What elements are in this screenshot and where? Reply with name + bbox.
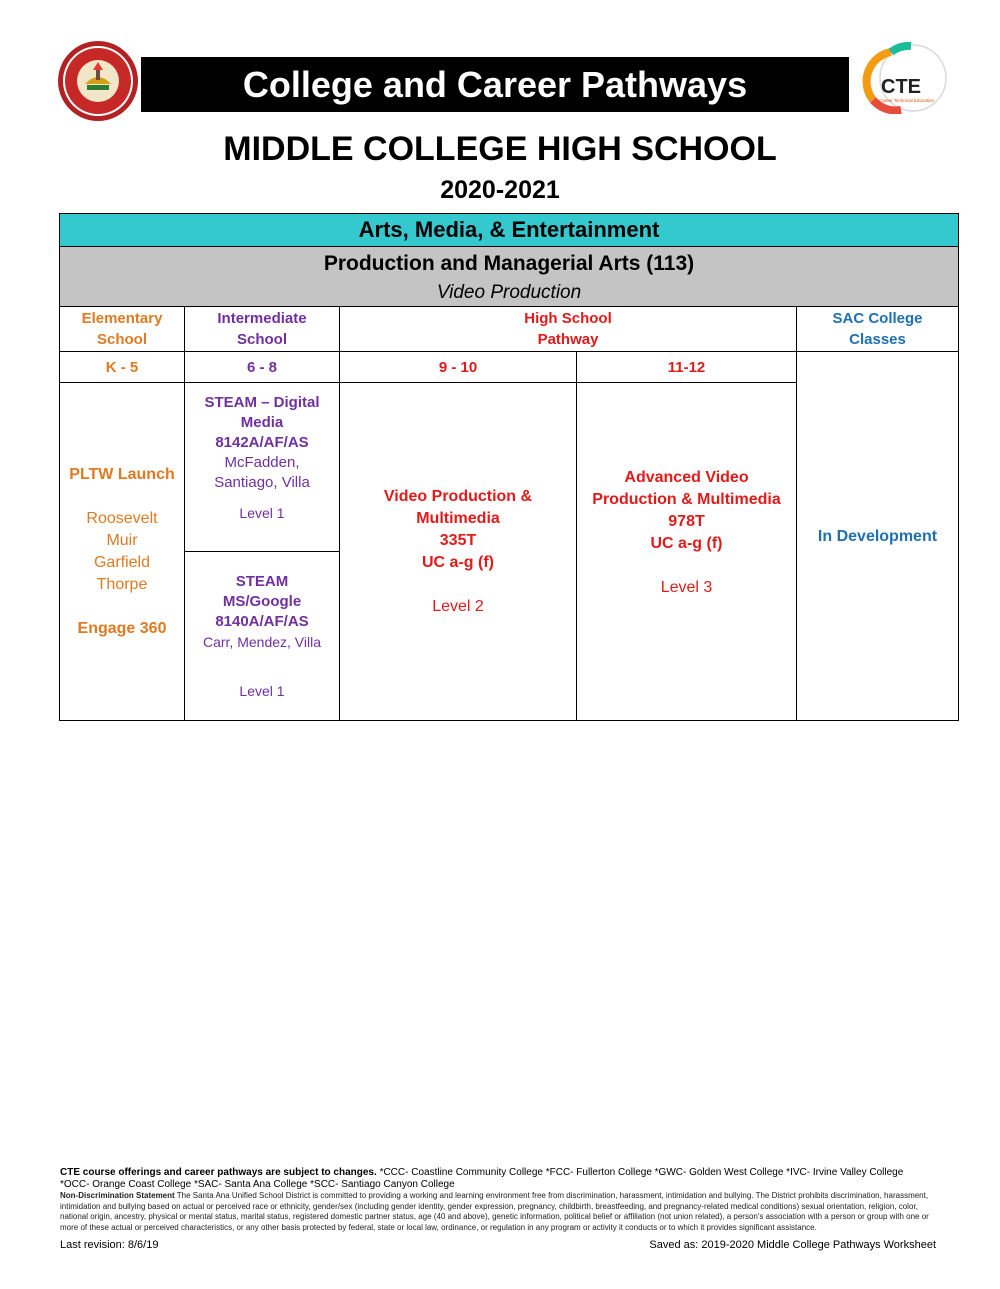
intermediate-grades: 6 - 8 xyxy=(246,358,277,376)
cte-logo-subtext: Career Technical Education xyxy=(879,98,934,103)
pathway-name: Video Production xyxy=(436,282,582,303)
cte-logo xyxy=(851,40,951,114)
intermediate-header-line2: School xyxy=(236,331,287,348)
intermediate-header-line1: Intermediate xyxy=(217,310,307,327)
college-abbreviations-line1: *CCC- Coastline Community College *FCC- Fullerton College *GWC- Golden West College *IVC- Irvine Valley College xyxy=(379,1167,904,1178)
pathway-heading-row xyxy=(60,247,958,307)
college-abbreviations-line2: *OCC- Orange Coast College *SAC- Santa Ana College *SCC- Santiago Canyon College xyxy=(60,1179,455,1190)
elementary-school: Roosevelt xyxy=(86,509,158,527)
last-revision: Last revision: 8/6/19 xyxy=(60,1239,159,1251)
course-title-line2: Multimedia xyxy=(416,509,500,527)
industry-sector: Arts, Media, & Entertainment xyxy=(358,217,660,242)
uc-ag-designation: UC a-g (f) xyxy=(650,535,723,552)
elementary-column-header xyxy=(60,307,184,351)
college-header-line2: Classes xyxy=(849,331,906,348)
course-level: Level 3 xyxy=(660,579,713,596)
elementary-grades: K - 5 xyxy=(105,358,139,376)
course-code: 335T xyxy=(439,531,477,549)
course-code: 978T xyxy=(668,513,705,530)
college-classes-status: In Development xyxy=(817,527,938,545)
page-title-bar xyxy=(141,57,849,112)
elementary-school: Garfield xyxy=(93,553,151,571)
district-seal-logo xyxy=(57,40,139,122)
uc-ag-designation: UC a-g (f) xyxy=(422,553,494,571)
grades-9-10: 9 - 10 xyxy=(438,358,478,376)
course-schools-line1: McFadden, xyxy=(224,454,300,471)
course-title-line1: Advanced Video xyxy=(624,469,749,486)
intermediate-course-b xyxy=(185,552,339,720)
changes-note: CTE course offerings and career pathways are subject to changes. xyxy=(60,1167,377,1178)
elementary-header-line1: Elementary xyxy=(81,310,163,327)
industry-pathway-title: Production and Managerial Arts (113) xyxy=(323,252,695,275)
course-code: 8142A/AF/AS xyxy=(215,434,309,451)
non-discrimination-label: Non-Discrimination Statement xyxy=(60,1191,175,1200)
elementary-school: Thorpe xyxy=(96,575,148,593)
course-title-line2: Media xyxy=(240,414,284,431)
course-level: Level 2 xyxy=(432,597,484,615)
course-title-line1: STEAM xyxy=(235,573,289,590)
course-level: Level 1 xyxy=(239,505,285,521)
saved-as: Saved as: 2019-2020 Middle College Pathways Worksheet xyxy=(649,1239,936,1251)
grades-11-12: 11-12 xyxy=(667,358,706,376)
cte-logo-text: CTE xyxy=(881,76,921,98)
course-level: Level 1 xyxy=(239,683,285,699)
intermediate-column-header xyxy=(185,307,339,351)
elementary-program-2: Engage 360 xyxy=(77,619,167,637)
school-year: 2020-2021 xyxy=(440,176,560,204)
elementary-header-line2: School xyxy=(96,331,147,348)
industry-sector-row xyxy=(60,214,958,247)
intermediate-course-a xyxy=(185,383,339,551)
college-header-line1: SAC College xyxy=(832,310,923,327)
footer-notes xyxy=(60,1167,940,1233)
pathway-table xyxy=(59,213,959,721)
elementary-program: PLTW Launch xyxy=(69,465,175,483)
high-school-header-line1: High School xyxy=(524,310,612,327)
high-school-column-header xyxy=(340,307,796,351)
non-discrimination-text: The Santa Ana Unified School District is committed to providing a working and learning environment free from discrimination, harassment, intimidation and bullying. The District prohibits discrimination, harassment, intimidation and bullying based on actual or perceived race or ethnicity, gender/sex (including gender identity, gender expression, pregnancy, childbirth, breastfeeding, and pregnancy-related medical conditions) sexual orientation, religion, color, national origin, ancestry, physical or mental status, marital status, registered domestic partner status, age (40 and above), genetic information, political belief or affiliation (not union related), a person's association with a person or group with one or more of these actual or perceived characteristics, or any other basis protected by federal, state or local law, ordinance, or regulation in any program or activity it conducts or to which it provides significant assistance. xyxy=(60,1191,929,1232)
course-title-line1: Video Production & xyxy=(383,487,533,505)
course-schools-line2: Santiago, Villa xyxy=(214,474,310,491)
course-grade-9-10 xyxy=(340,383,576,720)
course-title-line1: STEAM – Digital xyxy=(204,394,320,411)
course-grade-11-12 xyxy=(577,383,796,683)
course-title-line2: MS/Google xyxy=(222,593,302,610)
school-name: MIDDLE COLLEGE HIGH SCHOOL xyxy=(223,130,777,168)
elementary-content xyxy=(60,383,184,720)
high-school-header-line2: Pathway xyxy=(537,331,599,348)
page-title: College and Career Pathways xyxy=(242,63,748,105)
course-title-line2: Production & Multimedia xyxy=(592,491,781,508)
course-schools: Carr, Mendez, Villa xyxy=(202,634,321,650)
elementary-school: Muir xyxy=(106,531,138,549)
non-discrimination-statement xyxy=(60,1191,940,1233)
footer-revision-row xyxy=(60,1239,936,1251)
course-code: 8140A/AF/AS xyxy=(215,613,309,630)
college-column-header xyxy=(797,307,958,351)
